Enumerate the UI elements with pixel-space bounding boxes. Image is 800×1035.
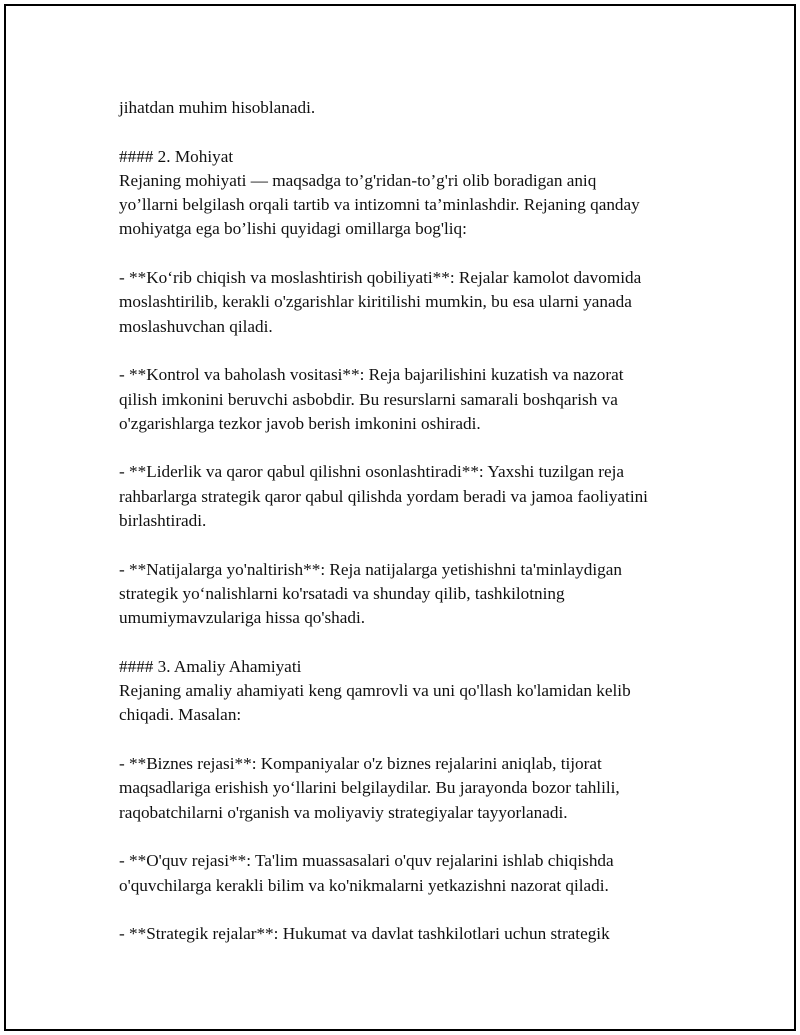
- blank-line: [119, 825, 699, 849]
- bullet-item: - **Liderlik va qaror qabul qilishni osonlashtiradi**: Yaxshi tuzilgan reja rahbarlarga strategik qaror qabul qilishda yordam beradi va jamoa faoliyatini birlashtiradi.: [119, 462, 648, 531]
- section-heading-amaliy-ahamiyati: #### 3. Amaliy Ahamiyati: [119, 656, 302, 676]
- blank-line: [119, 339, 699, 363]
- blank-line: [119, 436, 699, 460]
- bullet-item: - **Kontrol va baholash vositasi**: Reja bajarilishini kuzatish va nazorat qilish imkonini beruvchi asbobdir. Bu resurslarni samarali boshqarish va o'zgarishlarga tezkor javob berish imkonini oshiradi.: [119, 365, 624, 433]
- blank-line: [119, 120, 699, 144]
- blank-line: [119, 242, 699, 266]
- blank-line: [119, 533, 699, 557]
- paragraph-amaliy-intro: Rejaning amaliy ahamiyati keng qamrovli va uni qo'llash ko'lamidan kelib chiqadi. Masalan:: [119, 681, 631, 725]
- blank-line: [119, 898, 699, 922]
- section-heading-mohiyat: #### 2. Mohiyat: [119, 146, 234, 166]
- bullet-item: - **Natijalarga yo'naltirish**: Reja natijalarga yetishishni ta'minlaydigan strategik yo‘nalishlarni ko'rsatadi va shunday qilib, tashkilotning umumiymavzulariga hissa qo'shadi.: [119, 559, 622, 628]
- bullet-item: - **Biznes rejasi**: Kompaniyalar o'z biznes rejalarini aniqlab, tijorat maqsadlariga erishish yo‘llarini belgilaydilar. Bu jarayonda bozor tahlili, raqobatchilarni o'rganish va moliyaviy strategiyalar tayyorlanadi.: [119, 754, 620, 822]
- bullet-item: - **Ko‘rib chiqish va moslashtirish qobiliyati**: Rejalar kamolot davomida moslashtirilib, kerakli o'zgarishlar kiritilishi mumkin, bu esa ularni yanada moslashuvchan qiladi.: [119, 268, 642, 336]
- paragraph-mohiyat-intro: Rejaning mohiyati — maqsadga to’g'ridan-to’g'ri olib boradigan aniq yo’llarni belgilash orqali tartib va intizomni ta’minlashdir. Rejaning qanday mohiyatga ega bo’lishi quyidagi omillarga bog'liq:: [119, 170, 640, 239]
- page-frame: [4, 4, 796, 1031]
- document-body: [119, 96, 699, 946]
- blank-line: [119, 728, 699, 752]
- blank-line: [119, 631, 699, 655]
- bullet-item: - **Strategik rejalar**: Hukumat va davlat tashkilotlari uchun strategik: [119, 924, 610, 944]
- bullet-item: - **O'quv rejasi**: Ta'lim muassasalari o'quv rejalarini ishlab chiqishda o'quvchilarga kerakli bilim va ko'nikmalarni yetkazishni nazorat qiladi.: [119, 851, 614, 895]
- paragraph-continuation: jihatdan muhim hisoblanadi.: [119, 98, 316, 117]
